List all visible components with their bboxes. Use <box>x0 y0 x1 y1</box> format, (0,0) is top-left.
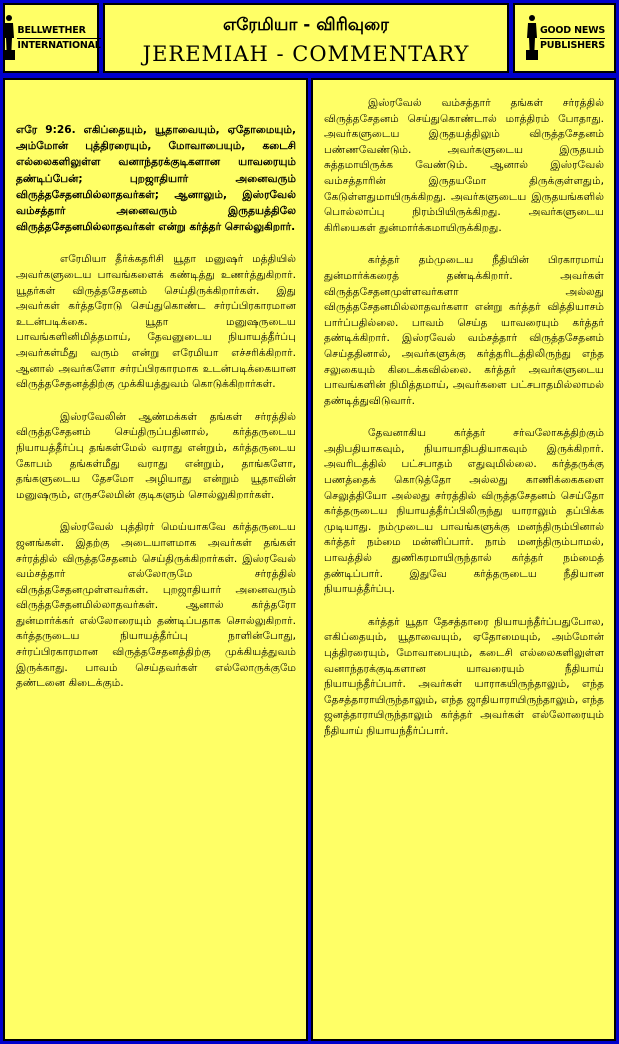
right-column <box>311 78 616 1041</box>
bellwether-logo-text <box>17 24 100 53</box>
title-english: JEREMIAH - COMMENTARY <box>142 42 470 66</box>
commentary-paragraph: எரேமியா தீர்க்கதரிசி யூதா மனுஷர் மத்தியில் அவர்களுடைய பாவங்களைக் கண்டித்து உணர்த்துகிறார். யூதர்கள் விருத்தசேதனம் செய்திருக்கிறார்கள். இது அவர்கள் கர்த்தரோடு செய்துகொண்ட சர்ரப்பிரகாரமான உடன்படிக்கை. யூதா மனுஷருடைய பாவங்களினிமித்தமாய், தேவனுடைய நியாயத்தீர்ப்பு அவர்கள்மீது வரும் என்று எரேமியா எச்சரிக்கிறார். ஆனால் அவர்களோ சர்ரப்பிரகாரமாக உடன்படிக்கையான விருத்தசேதனத்திற்கு முக்கியத்துவம் கொடுக்கிறார்கள். <box>16 253 296 391</box>
commentary-paragraph: இஸ்ரவேல் புத்திரர் மெய்யாகவே கர்த்தருடைய ஜனங்கள். இதற்கு அடையாளமாக அவர்கள் தங்கள் சர்ரத்தில் விருத்தசேதனம் செய்திருக்கிறார்கள். இஸ்ரவேல் வம்சத்தார் எல்லோருமே சர்ரத்தில் விருத்தசேதனமுள்ளவர்கள். புறஜாதியார் அனைவரும் விருத்தசேதனமில்லாதவர்கள். ஆனால் கர்த்தரோ துன்மார்க்கர் எல்லோரையும் தண்டிப்பதாக சொல்லுகிறார். கர்த்தருடைய நியாயத்தீர்ப்பு நாளின்போது, சர்ரப்பிரகாரமான விருத்தசேதனத்திற்கு முக்கியத்துவம் இருக்காது. பாவம் செய்தவர்கள் எல்லோருக்குமே தண்டனை கிடைக்கும். <box>16 521 296 690</box>
logo-right-line1: GOOD NEWS <box>540 24 605 39</box>
left-column <box>3 78 308 1041</box>
commentary-paragraph: இஸ்ரவேல் வம்சத்தார் தங்கள் சர்ரத்தில் விருத்தசேதனம் செய்துகொண்டால் மாத்திரம் போதாது. அவர்களுடைய இருதயத்திலும் விருத்தசேதனம் பண்ணவேண்டும். அவர்களுடைய இருதயம் சுத்தமாயிருக்க வேண்டும். ஆனால் இஸ்ரவேல் வம்சத்தாரின் இருதயமோ திருக்குள்ளதும், கேடுள்ளதுமாயிருக்கிறது. அவர்களுடைய இருதயங்களில் பொல்லாப்பு நிரம்பியிருக்கிறது. அவர்களுடைய கிரியைகள் துன்மார்க்கமாயிருக்கிறது. <box>324 97 604 234</box>
logo-left-line2: INTERNATIONAL <box>17 39 101 51</box>
bellwether-logo <box>3 3 99 73</box>
commentary-paragraph: தேவனாகிய கர்த்தர் சர்வலோகத்திற்கும் அதிபதியாகவும், நியாயாதிபதியாகவும் இருக்கிறார். அவரிடத்தில் பட்சபாதம் எதுவுமில்லை. கர்த்தருக்கு பணத்தைக் கொடுத்தோ அல்லது காணிக்கைகளை செலுத்தியோ அல்லது சர்ரத்தில் விருத்தசேதனம் செய்தோ கர்த்தருடைய நியாயத்தீர்ப்பிலிருந்து யாராலும் தப்பிக்க முடியாது. நம்முடைய பாவங்களுக்கு மனந்திரும்பினால் கர்த்தர் நம்மை மன்னிப்பார். நாம் மனந்திரும்பாமல், பாவத்தில் துணிகரமாயிருந்தால் கர்த்தர் நம்மைத் தண்டிப்பார். இதுவே கர்த்தருடைய நீதியான நியாயத்தீர்ப்பு. <box>324 427 604 596</box>
good-news-logo-text <box>540 24 605 53</box>
bellwether-figure-icon <box>1 14 17 62</box>
logo-right-line2: PUBLISHERS <box>539 39 605 51</box>
commentary-paragraph: கர்த்தர் யூதா தேசத்தாரை நியாயந்தீர்ப்பதுபோல, எகிப்தையும், யூதாவையும், ஏதோமையும், அம்மோன் புத்திரரையும், மோவாபையும், கடைசி எல்லைகளிலுள்ள வனாந்தரக்குடிகளான யாவரையும் நீதியாய் நியாயந்தீர்ப்பார். அவர்கள் யாராகயிருந்தாலும், எந்த தேசத்தாராயிருந்தாலும், எந்த ஜாதியாராயிருந்தாலும், எந்த ஜனத்தாராயிருந்தாலும் கர்த்தர் அவர்கள் எல்லோரையும் நீதியாய் நியாயந்தீர்ப்பார். <box>324 615 604 737</box>
commentary-paragraph: இஸ்ரவேலின் ஆண்மக்கள் தங்கள் சர்ரத்தில் விருத்தசேதனம் செய்திருப்பதினால், கர்த்தருடைய நியாயத்தீர்ப்பு தங்கள்மேல் வராது என்றும், கர்த்தருடைய கோபம் தங்கள்மீது வராது என்றும், தாங்களோ, தங்களுடைய தேசமோ அழியாது என்றும் யூதாவின் மனுஷரும், எருசலேமின் குடிகளும் சொல்லுகிறார்கள். <box>16 410 296 501</box>
title-tamil: எரேமியா - விரிவுரை <box>223 15 389 35</box>
page-header <box>103 3 509 73</box>
logo-left-line1: BELLWETHER <box>17 24 100 39</box>
verse-text: எரே 9:26. எகிப்தையும், யூதாவையும், ஏதோமையும், அம்மோன் புத்திரரையும், மோவாபையும், கடைசி எல்லைகளிலுள்ள வனாந்தரக்குடிகளான யாவரையும் தண்டிப்பேன்; புறஜாதியார் அனைவரும் விருத்தசேதனமில்லாதவர்கள்; ஆனாலும், இஸ்ரவேல் வம்சத்தார் அனைவரும் இருதயத்திலே விருத்தசேதனமில்லாதவர்கள் என்று கர்த்தர் சொல்லுகிறார். <box>16 124 296 234</box>
commentary-paragraph: கர்த்தர் தம்முடைய நீதியின் பிரகாரமாய் துன்மார்க்கரைத் தண்டிக்கிறார். அவர்கள் விருத்தசேதனமுள்ளவர்களா அல்லது விருத்தசேதனமில்லாதவர்களா என்று கர்த்தர் வித்தியாசம் பார்ப்பதில்லை. பாவம் செய்த யாவரையும் கர்த்தர் தண்டிக்கிறார். இஸ்ரவேல் வம்சத்தார் விருத்தசேதனம் செய்ததினால், அவர்களுக்கு கர்த்தரிடத்திலிருந்து எந்த சலுகையும் கிடைக்கவில்லை. கர்த்தர் அவர்களுடைய பாவங்களின் நிமித்தமாய், அவர்களை பட்சபாதமில்லாமல் தண்டித்துவிடுவார். <box>324 254 604 407</box>
good-news-figure-icon <box>524 14 540 62</box>
good-news-logo <box>513 3 616 73</box>
